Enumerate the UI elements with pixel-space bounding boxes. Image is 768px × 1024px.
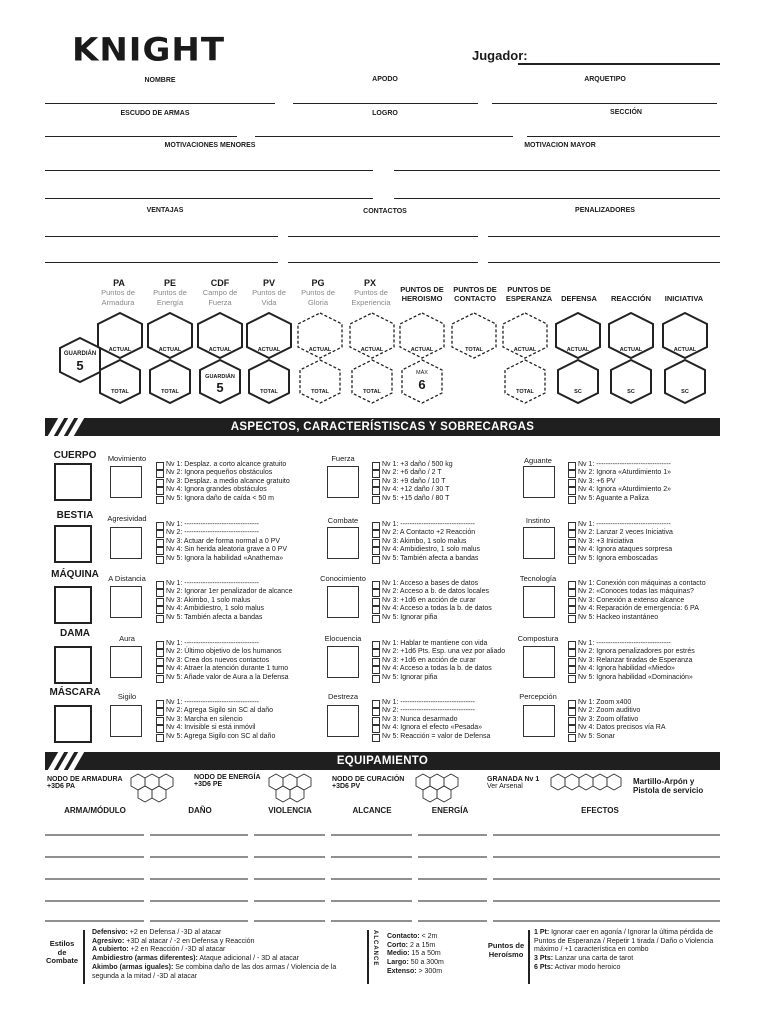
level-checkbox[interactable]: Nv 2: --------------------------------: [156, 529, 287, 537]
cdf-guardian-label: GUARDIÁN: [205, 374, 235, 380]
level-checkbox[interactable]: Nv 2: A Contacto +2 Reacción: [372, 529, 480, 537]
hex-px-total: [352, 360, 392, 403]
iniciativa-sc-label: SC: [681, 389, 689, 395]
range-list: [387, 933, 487, 977]
penalizadores-field-1[interactable]: [488, 236, 720, 237]
level-checkbox[interactable]: Nv 1: --------------------------------: [568, 640, 695, 648]
attr-value-box[interactable]: [327, 586, 359, 618]
aspect-value-box[interactable]: [54, 586, 92, 624]
level-checkbox[interactable]: Nv 2: +6 daño / 2 T: [372, 469, 453, 477]
attr-name: Combate: [327, 516, 359, 525]
level-checkbox[interactable]: Nv 4: +12 daño / 30 T: [372, 486, 453, 494]
stat-pa-sub: Puntos de Armadura: [101, 288, 135, 307]
level-checkbox[interactable]: Nv 1: --------------------------------: [156, 699, 275, 707]
heroism-title: Puntos de Heroísmo: [487, 941, 525, 959]
col-arma: ARMA/MÓDULO: [64, 806, 126, 815]
penalizadores-label: PENALIZADORES: [575, 207, 635, 214]
granada-sub: Ver Arsenal: [487, 783, 523, 790]
motivacion-mayor-label: MOTIVACION MAYOR: [524, 142, 596, 149]
range-title-bar: [367, 930, 380, 984]
hex-esperanza-total: [505, 360, 545, 403]
stat-contacto-label: PUNTOS DE CONTACTO: [453, 285, 497, 303]
attr-name: Percepción: [519, 692, 557, 701]
attr-value-box[interactable]: [523, 705, 555, 737]
level-checkbox[interactable]: Nv 5: Añade valor de Aura a la Defensa: [156, 674, 289, 682]
aspect-value-box[interactable]: [54, 646, 92, 684]
motivacion-mayor-field-1[interactable]: [394, 170, 720, 171]
px-total-label: TOTAL: [363, 389, 381, 395]
attr-levels: [372, 521, 480, 563]
attr-name: Destreza: [327, 692, 358, 701]
level-checkbox[interactable]: Nv 4: Invisible si está inmóvil: [156, 724, 275, 732]
stat-pv-label: PV: [262, 278, 275, 288]
level-checkbox[interactable]: Nv 1: --------------------------------: [372, 699, 490, 707]
martillo-sub: Pistola de servicio: [633, 786, 704, 795]
equipment-section-header: [45, 752, 720, 770]
pa-actual-label: ACTUAL: [108, 347, 132, 353]
attr-value-box[interactable]: [327, 466, 359, 498]
iniciativa-actual-label: ACTUAL: [673, 347, 697, 353]
attr-levels: [156, 640, 289, 682]
stat-iniciativa-label: INICIATIVA: [664, 294, 704, 303]
granada-label: GRANADA Nv 1: [487, 776, 540, 783]
equipment-hex-trackers: [0, 770, 768, 810]
stat-cdf-sub: Campo de Fuerza: [202, 288, 238, 307]
escudo-field[interactable]: [45, 136, 237, 137]
nombre-field[interactable]: [45, 103, 275, 104]
level-checkbox[interactable]: Nv 2: --------------------------------: [372, 707, 490, 715]
level-checkbox[interactable]: Nv 4: Reparación de emergencia: 6 PA: [568, 605, 706, 613]
motivaciones-menores-label: MOTIVACIONES MENORES: [164, 142, 256, 149]
col-efectos: EFECTOS: [581, 806, 619, 815]
attr-name: Tecnología: [519, 574, 557, 583]
attr-value-box[interactable]: [110, 527, 142, 559]
hex-defensa-sc: [558, 360, 598, 403]
aspect-name: MÁSCARA: [49, 687, 101, 698]
level-checkbox[interactable]: Nv 1: --------------------------------: [568, 521, 673, 529]
range-contacto: Contacto: < 2m: [387, 933, 438, 940]
level-checkbox[interactable]: Nv 5: Reacción = valor de Defensa: [372, 733, 490, 741]
col-energia: ENERGÍA: [431, 806, 469, 815]
level-checkbox[interactable]: Nv 1: Acceso a bases de datos: [372, 580, 492, 588]
level-checkbox[interactable]: Nv 1: --------------------------------: [568, 461, 671, 469]
arquetipo-label: ARQUETIPO: [584, 76, 626, 83]
level-checkbox[interactable]: Nv 1: Zoom x400: [568, 699, 666, 707]
attr-levels: [568, 461, 671, 503]
level-checkbox[interactable]: Nv 3: +6 PV: [568, 478, 671, 486]
contactos-field-1[interactable]: [288, 236, 478, 237]
level-checkbox[interactable]: Nv 3: Crea dos nuevos contactos: [156, 657, 289, 665]
stat-esperanza-label: PUNTOS DE ESPERANZA: [505, 285, 553, 303]
attr-name: Compostura: [517, 634, 559, 643]
hex-pg-total: [300, 360, 340, 403]
attr-value-box[interactable]: [327, 646, 359, 678]
attr-name: Conocimiento: [320, 574, 366, 583]
level-checkbox[interactable]: Nv 5: También afecta a bandas: [156, 614, 292, 622]
penalizadores-field-2[interactable]: [488, 262, 720, 263]
attr-levels: [568, 699, 666, 741]
attr-levels: [156, 580, 292, 622]
seccion-field[interactable]: [527, 136, 720, 137]
energia-hex-cluster: [269, 774, 311, 802]
stat-pg-sub: Puntos de Gloria: [301, 288, 335, 307]
pg-total-label: TOTAL: [311, 389, 329, 395]
heroismo-max-value: 6: [418, 377, 426, 392]
attr-value-box[interactable]: [110, 586, 142, 618]
ventajas-field-1[interactable]: [45, 236, 278, 237]
px-actual-label: ACTUAL: [360, 347, 384, 353]
level-checkbox[interactable]: Nv 1: Hablar te mantiene con vida: [372, 640, 505, 648]
stat-px-label: PX: [363, 278, 376, 288]
level-checkbox[interactable]: Nv 2: Ignora penalizadores por estrés: [568, 648, 695, 656]
contactos-label: CONTACTOS: [363, 208, 407, 215]
attr-name: A Distancia: [108, 574, 146, 583]
level-checkbox[interactable]: Nv 2: «Conoces todas las máquinas?: [568, 588, 706, 596]
apodo-label: APODO: [372, 76, 398, 83]
level-checkbox[interactable]: Nv 5: Ignora daño de caída < 50 m: [156, 495, 290, 503]
level-checkbox[interactable]: Nv 2: Agrega Sigilo sin SC al daño: [156, 707, 275, 715]
nodo-energia-sub: +3D6 PE: [194, 781, 223, 788]
granada-hex-cluster: [551, 774, 621, 790]
level-checkbox[interactable]: Nv 3: Akimbo, 1 solo malus: [156, 597, 292, 605]
motivaciones-menores-field-2[interactable]: [45, 198, 373, 199]
aspect-name: BESTIA: [56, 510, 94, 521]
aspect-value-box[interactable]: [54, 463, 92, 501]
player-field[interactable]: [518, 63, 720, 65]
attr-levels: [568, 521, 673, 563]
attr-levels: [372, 580, 492, 622]
attr-name: Instinto: [525, 516, 551, 525]
knight-logo: KNIGHT: [72, 31, 226, 69]
level-checkbox[interactable]: Nv 3: Actuar de forma normal a 0 PV: [156, 538, 287, 546]
nodo-armadura-sub: +3D6 PA: [47, 783, 76, 790]
contactos-field-2[interactable]: [288, 262, 478, 263]
hero-6pts: 6 Pts: Activar modo heroico: [534, 963, 621, 971]
attr-value-box[interactable]: [523, 527, 555, 559]
stat-pe-sub: Puntos de Energía: [153, 288, 187, 307]
hex-pe-total: [150, 360, 190, 403]
player-label: Jugador:: [472, 48, 528, 63]
level-checkbox[interactable]: Nv 5: Ignorar pifia: [372, 614, 492, 622]
col-alcance: ALCANCE: [352, 806, 392, 815]
hex-iniciativa-sc: [665, 360, 705, 403]
nodo-armadura-label: NODO DE ARMADURA: [47, 776, 123, 783]
aspect-value-box[interactable]: [54, 525, 92, 563]
guardian-label: GUARDIÁN: [63, 351, 97, 357]
aspects-section-title: ASPECTOS, CARACTERÍSTISCAS Y SOBRECARGAS: [230, 421, 535, 433]
level-checkbox[interactable]: Nv 1: --------------------------------: [156, 521, 287, 529]
level-checkbox[interactable]: Nv 5: Agrega Sigilo con SC al daño: [156, 733, 275, 741]
level-checkbox[interactable]: Nv 3: Marcha en silencio: [156, 716, 275, 724]
style-ambidiestro: Ambidiestro (armas diferentes): Ataque adicional / - 3D al atacar: [92, 955, 299, 963]
level-checkbox[interactable]: Nv 3: Akimbo, 1 solo malus: [372, 538, 480, 546]
level-checkbox[interactable]: Nv 5: Ignora habilidad «Dominación»: [568, 674, 695, 682]
heroismo-actual-label: ACTUAL: [410, 347, 434, 353]
combat-styles-title: Estilos de Combate: [45, 939, 79, 966]
level-checkbox[interactable]: Nv 1: --------------------------------: [156, 640, 289, 648]
level-checkbox[interactable]: Nv 3: Zoom olfativo: [568, 716, 666, 724]
level-checkbox[interactable]: Nv 3: +3 Iniciativa: [568, 538, 673, 546]
attr-levels: [156, 461, 290, 503]
attr-value-box[interactable]: [523, 646, 555, 678]
attr-name: Sigilo: [117, 692, 137, 701]
col-dano: DAÑO: [188, 806, 212, 815]
level-checkbox[interactable]: Nv 3: Conexión a extenso alcance: [568, 597, 706, 605]
level-checkbox[interactable]: Nv 4: Acceso a todas la b. de datos: [372, 665, 505, 673]
level-checkbox[interactable]: Nv 2: Último objetivo de los humanos: [156, 648, 289, 656]
attr-levels: [372, 699, 490, 741]
level-checkbox[interactable]: Nv 1: Desplaz. a corto alcance gratuito: [156, 461, 290, 469]
hero-3pts: 3 Pts: Lanzar una carta de tarot: [534, 955, 634, 963]
level-checkbox[interactable]: Nv 2: Zoom auditivo: [568, 707, 666, 715]
level-checkbox[interactable]: Nv 3: Desplaz. a medio alcance gratuito: [156, 478, 290, 486]
stat-pg-label: PG: [311, 278, 325, 288]
level-checkbox[interactable]: Nv 2: Ignora pequeños obstáculos: [156, 469, 290, 477]
level-checkbox[interactable]: Nv 4: Ambidiestro, 1 solo malus: [372, 546, 480, 554]
logro-label: LOGRO: [372, 110, 398, 117]
stat-reaccion-label: REACCIÓN: [610, 294, 651, 303]
guardian-value: 5: [76, 358, 84, 373]
level-checkbox[interactable]: Nv 5: Aguante a Paliza: [568, 495, 671, 503]
style-cubierto: A cubierto: +2 en Reacción / -3D al atacar: [92, 946, 226, 954]
level-checkbox[interactable]: Nv 2: Ignorar 1er penalizador de alcance: [156, 588, 292, 596]
pe-actual-label: ACTUAL: [158, 347, 182, 353]
level-checkbox[interactable]: Nv 5: +15 daño / 80 T: [372, 495, 453, 503]
motivaciones-menores-field-1[interactable]: [45, 170, 373, 171]
level-checkbox[interactable]: Nv 5: Ignora la habilidad «Anathema»: [156, 555, 287, 563]
attr-levels: [372, 640, 505, 682]
range-corto: Corto: 2 a 15m: [387, 941, 436, 949]
aspect-name: MÁQUINA: [51, 569, 99, 580]
attr-name: Movimiento: [107, 454, 147, 463]
attr-name: Aguante: [524, 456, 552, 465]
level-checkbox[interactable]: Nv 2: Ignora «Aturdimiento 1»: [568, 469, 671, 477]
stat-defensa-label: DEFENSA: [561, 294, 597, 303]
style-defensivo: Defensivo: +2 en Defensa / -3D al atacar: [92, 929, 222, 936]
level-checkbox[interactable]: Nv 1: +3 daño / 500 kg: [372, 461, 453, 469]
level-checkbox[interactable]: Nv 2: Lanzar 2 veces Iniciativa: [568, 529, 673, 537]
level-checkbox[interactable]: Nv 4: Ambidiestro, 1 solo malus: [156, 605, 292, 613]
pv-total-label: TOTAL: [260, 389, 278, 395]
hex-reaccion-sc: [611, 360, 651, 403]
cdf-guardian-value: 5: [216, 380, 224, 395]
pe-total-label: TOTAL: [161, 389, 179, 395]
aspect-value-box[interactable]: [54, 705, 92, 743]
aspect-name: DAMA: [60, 628, 90, 639]
level-checkbox[interactable]: Nv 3: +1d6 en acción de curar: [372, 657, 505, 665]
seccion-label: SECCIÓN: [610, 109, 642, 116]
level-checkbox[interactable]: Nv 1: Conexión con máquinas a contacto: [568, 580, 706, 588]
level-checkbox[interactable]: Nv 3: +1d6 en acción de curar: [372, 597, 492, 605]
cdf-actual-label: ACTUAL: [208, 347, 232, 353]
style-agresivo: Agresivo: +3D al atacar / -2 en Defensa y Reacción: [92, 937, 255, 945]
range-medio: Medio: 15 a 50m: [387, 950, 441, 958]
level-checkbox[interactable]: Nv 4: Acceso a todas la b. de datos: [372, 605, 492, 613]
esperanza-total-label: TOTAL: [516, 389, 534, 395]
attr-name: Agresividad: [107, 514, 147, 523]
level-checkbox[interactable]: Nv 4: Ignora «Aturdimiento 2»: [568, 486, 671, 494]
level-checkbox[interactable]: Nv 3: +9 daño / 10 T: [372, 478, 453, 486]
level-checkbox[interactable]: Nv 4: Sin herida aleatoria grave a 0 PV: [156, 546, 287, 554]
level-checkbox[interactable]: Nv 3: Nunca desarmado: [372, 716, 490, 724]
reaccion-sc-label: SC: [627, 389, 635, 395]
level-checkbox[interactable]: Nv 4: Datos precisos vía RA: [568, 724, 666, 732]
stat-px-sub: Puntos de Experiencia: [351, 288, 391, 307]
aspects-section-header: [45, 418, 720, 436]
nodo-energia-label: NODO DE ENERGÍA: [194, 774, 261, 781]
ventajas-field-2[interactable]: [45, 262, 278, 263]
contacto-total-label: TOTAL: [465, 347, 483, 353]
armadura-hex-cluster: [131, 774, 173, 802]
logro-field[interactable]: [255, 136, 513, 137]
stat-pv-sub: Puntos de Vida: [252, 288, 286, 307]
attr-levels: [568, 580, 706, 622]
pg-actual-label: ACTUAL: [308, 347, 332, 353]
nodo-curacion-label: NODO DE CURACIÓN: [332, 776, 405, 783]
attr-levels: [372, 461, 453, 503]
attr-value-box[interactable]: [523, 466, 555, 498]
nombre-label: NOMBRE: [144, 77, 176, 84]
footer-divider: [83, 930, 85, 984]
arquetipo-field[interactable]: [492, 103, 717, 104]
level-checkbox[interactable]: Nv 5: Ignora emboscadas: [568, 555, 673, 563]
attr-name: Fuerza: [331, 454, 355, 463]
attr-value-box[interactable]: [327, 527, 359, 559]
martillo-label: Martillo-Arpón y: [633, 777, 695, 786]
hex-pa-total: [100, 360, 140, 403]
level-checkbox[interactable]: Nv 5: Sonar: [568, 733, 666, 741]
attr-levels: [568, 640, 695, 682]
ventajas-label: VENTAJAS: [146, 207, 184, 214]
defensa-sc-label: SC: [574, 389, 582, 395]
level-checkbox[interactable]: Nv 5: Hackeo instantáneo: [568, 614, 706, 622]
curacion-hex-cluster: [416, 774, 458, 802]
hero-1pt: 1 Pt: Ignorar caer en agonía / Ignorar la última pérdida de Puntos de Esperanza / Repetir 1 tirada / Daño o Violencia máximo / +1 característica en combo: [534, 929, 714, 954]
range-title: ALCANCE: [372, 930, 378, 967]
attr-levels: [156, 699, 275, 741]
pa-total-label: TOTAL: [111, 389, 129, 395]
style-akimbo: Akimbo (armas iguales): Se combina daño de las dos armas / Violencia de la segunda a la mitad / -3D al atacar: [92, 963, 337, 980]
hex-pv-total: [249, 360, 289, 403]
attr-value-box[interactable]: [110, 646, 142, 678]
level-checkbox[interactable]: Nv 1: --------------------------------: [156, 580, 292, 588]
level-checkbox[interactable]: Nv 4: Ignora grandes obstáculos: [156, 486, 290, 494]
attr-value-box[interactable]: [110, 705, 142, 737]
apodo-field[interactable]: [293, 103, 478, 104]
esperanza-actual-label: ACTUAL: [513, 347, 537, 353]
level-checkbox[interactable]: Nv 5: También afecta a bandas: [372, 555, 480, 563]
level-checkbox[interactable]: Nv 2: +1d6 Pts. Esp. una vez por aliado: [372, 648, 505, 656]
level-checkbox[interactable]: Nv 3: Relanzar tiradas de Esperanza: [568, 657, 695, 665]
attr-name: Aura: [119, 634, 135, 643]
level-checkbox[interactable]: Nv 4: Ignora habilidad «Miedo»: [568, 665, 695, 673]
defensa-actual-label: ACTUAL: [566, 347, 590, 353]
equipment-section-title: EQUIPAMIENTO: [336, 755, 429, 767]
combat-styles-list: [92, 929, 357, 981]
attr-levels: [156, 521, 287, 563]
heroism-list: [534, 929, 720, 973]
heroismo-max-label: MÁX: [416, 370, 428, 376]
escudo-label: ESCUDO DE ARMAS: [120, 110, 190, 117]
reaccion-actual-label: ACTUAL: [619, 347, 643, 353]
pv-actual-label: ACTUAL: [257, 347, 281, 353]
col-violencia: VIOLENCIA: [268, 806, 312, 815]
nodo-curacion-sub: +3D6 PV: [332, 783, 361, 790]
level-checkbox[interactable]: Nv 4: Atraer la atención durante 1 turno: [156, 665, 289, 673]
range-extenso: Extenso: > 300m: [387, 967, 443, 975]
attr-name: Elocuencia: [324, 634, 362, 643]
stat-pe-label: PE: [163, 278, 176, 288]
attr-value-box[interactable]: [327, 705, 359, 737]
range-largo: Largo: 50 a 300m: [387, 959, 444, 967]
level-checkbox[interactable]: Nv 5: Ignorar pifia: [372, 674, 505, 682]
attr-value-box[interactable]: [523, 586, 555, 618]
attr-value-box[interactable]: [110, 466, 142, 498]
level-checkbox[interactable]: Nv 4: Ignora ataques sorpresa: [568, 546, 673, 554]
equipment-table-lines: [0, 830, 768, 925]
aspect-name: CUERPO: [53, 450, 97, 461]
stat-heroismo-label: PUNTOS DE HEROISMO: [400, 285, 444, 303]
motivacion-mayor-field-2[interactable]: [394, 198, 720, 199]
footer-divider: [528, 930, 530, 984]
level-checkbox[interactable]: Nv 2: Acceso a b. de datos locales: [372, 588, 492, 596]
stat-pa-label: PA: [113, 278, 125, 288]
stat-cdf-label: CDF: [210, 278, 230, 288]
level-checkbox[interactable]: Nv 1: --------------------------------: [372, 521, 480, 529]
level-checkbox[interactable]: Nv 4: Ignora el efecto «Pesada»: [372, 724, 490, 732]
